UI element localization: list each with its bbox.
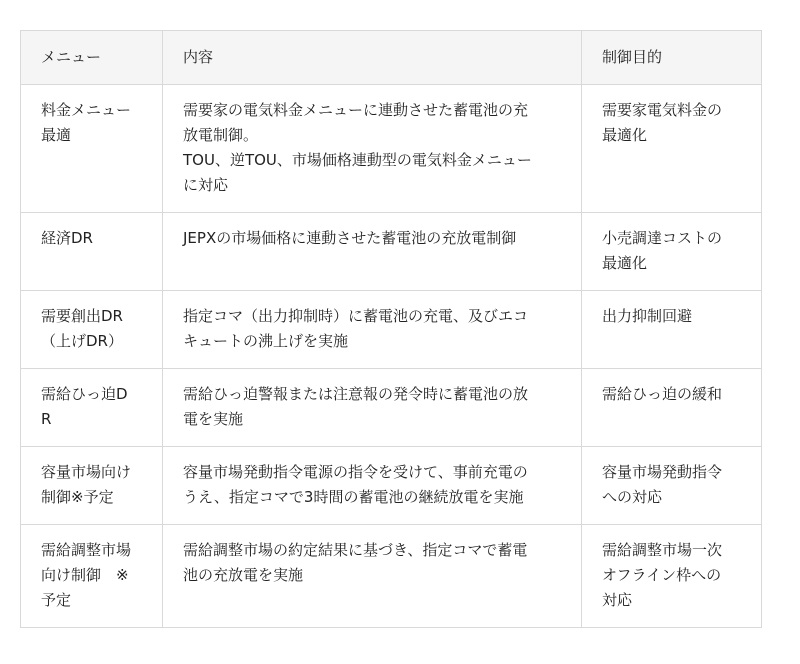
cell-purpose-line: 出力抑制回避 [602,307,693,325]
cell-content-line: TOU、逆TOU、市場価格連動型の電気料金メニュー [183,151,532,169]
cell-menu-line: （上げDR） [41,332,123,350]
cell-menu [21,447,163,525]
cell-purpose-line: 容量市場発動指令 [602,463,723,481]
table-row [21,291,762,369]
cell-content-line: に対応 [183,176,229,194]
cell-content-line: 需給調整市場の約定結果に基づき、指定コマで蓄電 [183,541,528,559]
cell-purpose-line: オフライン枠への [602,566,722,584]
header-purpose: 制御目的 [582,31,762,85]
cell-menu-line: 需要創出DR [41,307,123,325]
cell-purpose [582,291,762,369]
cell-purpose-line: 需要家電気料金の [602,101,723,119]
cell-menu [21,85,163,213]
table-row [21,213,762,291]
cell-content-line: キュートの沸上げを実施 [183,332,349,350]
cell-menu [21,213,163,291]
cell-content-line: 需要家の電気料金メニューに連動させた蓄電池の充 [183,101,529,119]
cell-menu-line: 容量市場向け [41,463,132,481]
cell-purpose-line: 最適化 [602,126,648,144]
cell-menu-line: 制御※予定 [41,488,114,506]
cell-content-line: 指定コマ（出力抑制時）に蓄電池の充電、及びエコ [183,307,529,325]
cell-content-line: 需給ひっ迫警報または注意報の発令時に蓄電池の放 [183,385,529,403]
cell-content-line: 電を実施 [183,410,244,428]
cell-purpose-line: 最適化 [602,254,648,272]
dr-menu-table [20,30,762,628]
cell-menu-line: 料金メニュー [41,101,132,119]
cell-content [163,291,582,369]
cell-content-line: うえ、指定コマで3時間の蓄電池の継続放電を実施 [183,488,524,506]
cell-content-line: JEPXの市場価格に連動させた蓄電池の充放電制御 [183,229,517,247]
cell-purpose [582,85,762,213]
table-row [21,369,762,447]
cell-menu-line: 需給調整市場 [41,541,132,559]
cell-menu [21,525,163,628]
cell-menu-line: 最適 [41,126,72,144]
table-row [21,447,762,525]
cell-purpose-line: への対応 [602,488,663,506]
cell-content [163,525,582,628]
cell-menu [21,291,163,369]
cell-menu-line: 経済DR [41,229,93,247]
cell-content-line: 容量市場発動指令電源の指令を受けて、事前充電の [183,463,528,481]
header-content: 内容 [163,31,582,85]
cell-menu [21,369,163,447]
cell-menu-line: 需給ひっ迫D [41,385,128,403]
cell-menu-line: 予定 [41,591,72,609]
cell-purpose [582,369,762,447]
header-menu: メニュー [21,31,163,85]
cell-purpose [582,525,762,628]
cell-menu-line: R [41,410,52,428]
cell-content [163,85,582,213]
cell-purpose-line: 需給ひっ迫の緩和 [602,385,723,403]
table-header-row [21,31,762,85]
cell-content-line: 池の充放電を実施 [183,566,304,584]
cell-purpose [582,447,762,525]
cell-purpose-line: 需給調整市場一次 [602,541,723,559]
cell-purpose-line: 小売調達コストの [602,229,723,247]
cell-menu-line: 向け制御 ※ [41,566,129,584]
table-row [21,85,762,213]
cell-content [163,447,582,525]
cell-content [163,369,582,447]
cell-purpose [582,213,762,291]
table-row [21,525,762,628]
cell-content [163,213,582,291]
cell-purpose-line: 対応 [602,591,633,609]
cell-content-line: 放電制御。 [183,126,259,144]
